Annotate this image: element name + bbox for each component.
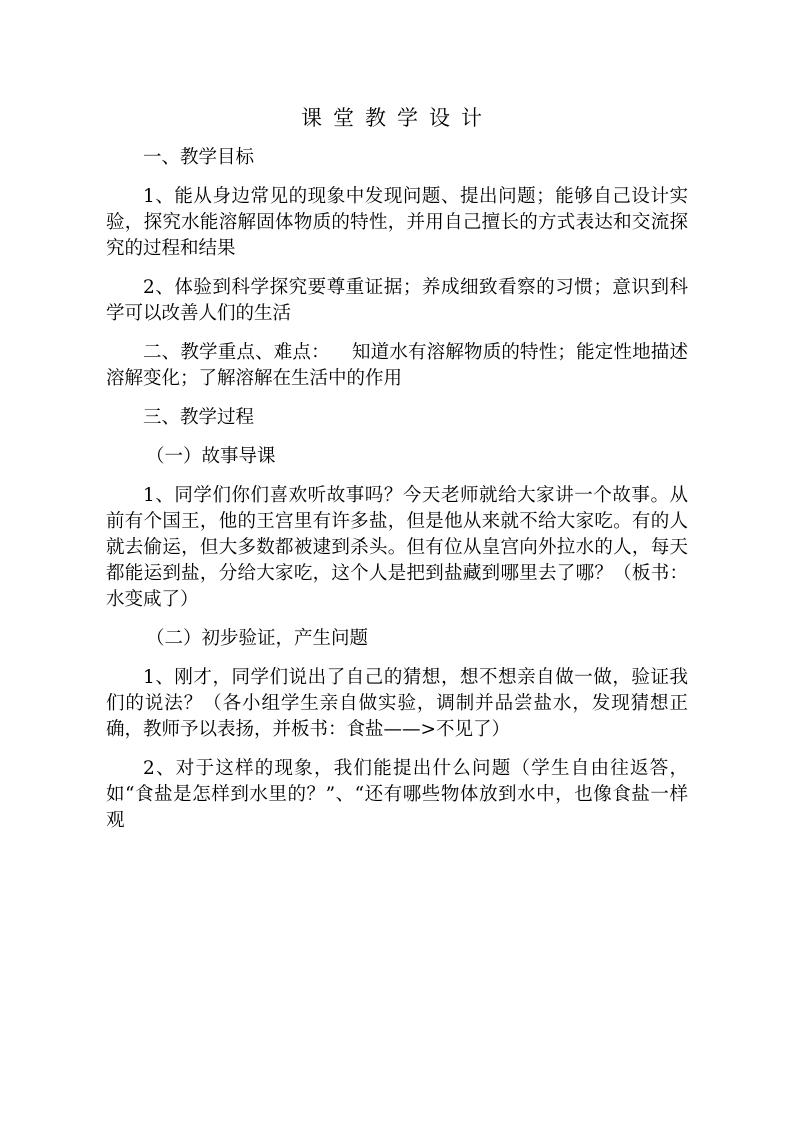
key-points-text: 知道水有溶解物质的特性；能定性地描述溶解变化；了解溶解在生活中的作用 bbox=[106, 342, 688, 389]
subheading-verification: （二）初步验证，产生问题 bbox=[146, 628, 369, 649]
heading-teaching-goals: 一、教学目标 bbox=[143, 147, 255, 168]
heading-teaching-process: 三、教学过程 bbox=[143, 407, 255, 428]
goal-paragraph-2: 2、体验到科学探究要尊重证据；养成细致看察的习惯；意识到科学可以改善人们的生活 bbox=[106, 277, 688, 324]
key-points-label: 二、教学重点、难点： bbox=[143, 342, 330, 363]
story-paragraph: 1、同学们你们喜欢听故事吗？今天老师就给大家讲一个故事。从前有个国王，他的王宫里有许多盐，但是他从来就不给大家吃。有的人就去偷运，但大多数都被逮到杀头。但有位从皇宫向外拉水的人，每天都能运到盐，分给大家吃，这个人是把到盐藏到哪里去了哪？（板书：水变咸了） bbox=[106, 485, 688, 610]
subheading-story-intro: （一）故事导课 bbox=[146, 446, 276, 467]
verification-paragraph-2: 2、对于这样的现象，我们能提出什么问题（学生自由往返答，如“食盐是怎样到水里的？”、“还有哪些物体放到水中，也像食盐一样观 bbox=[106, 758, 688, 831]
document-body bbox=[106, 145, 688, 847]
verification-paragraph-1: 1、刚才，同学们说出了自己的猜想，想不想亲自做一做，验证我们的说法？（各小组学生亲自做实验，调制并品尝盐水，发现猜想正确，教师予以表扬，并板书：食盐——>不见了） bbox=[106, 667, 688, 740]
key-points-paragraph bbox=[106, 340, 688, 392]
goal-paragraph-1: 1、能从身边常见的现象中发现问题、提出问题；能够自己设计实验，探究水能溶解固体物质的特性，并用自己擅长的方式表达和交流探究的过程和结果 bbox=[106, 186, 688, 259]
page-title: 课堂教学设计 bbox=[301, 106, 493, 130]
